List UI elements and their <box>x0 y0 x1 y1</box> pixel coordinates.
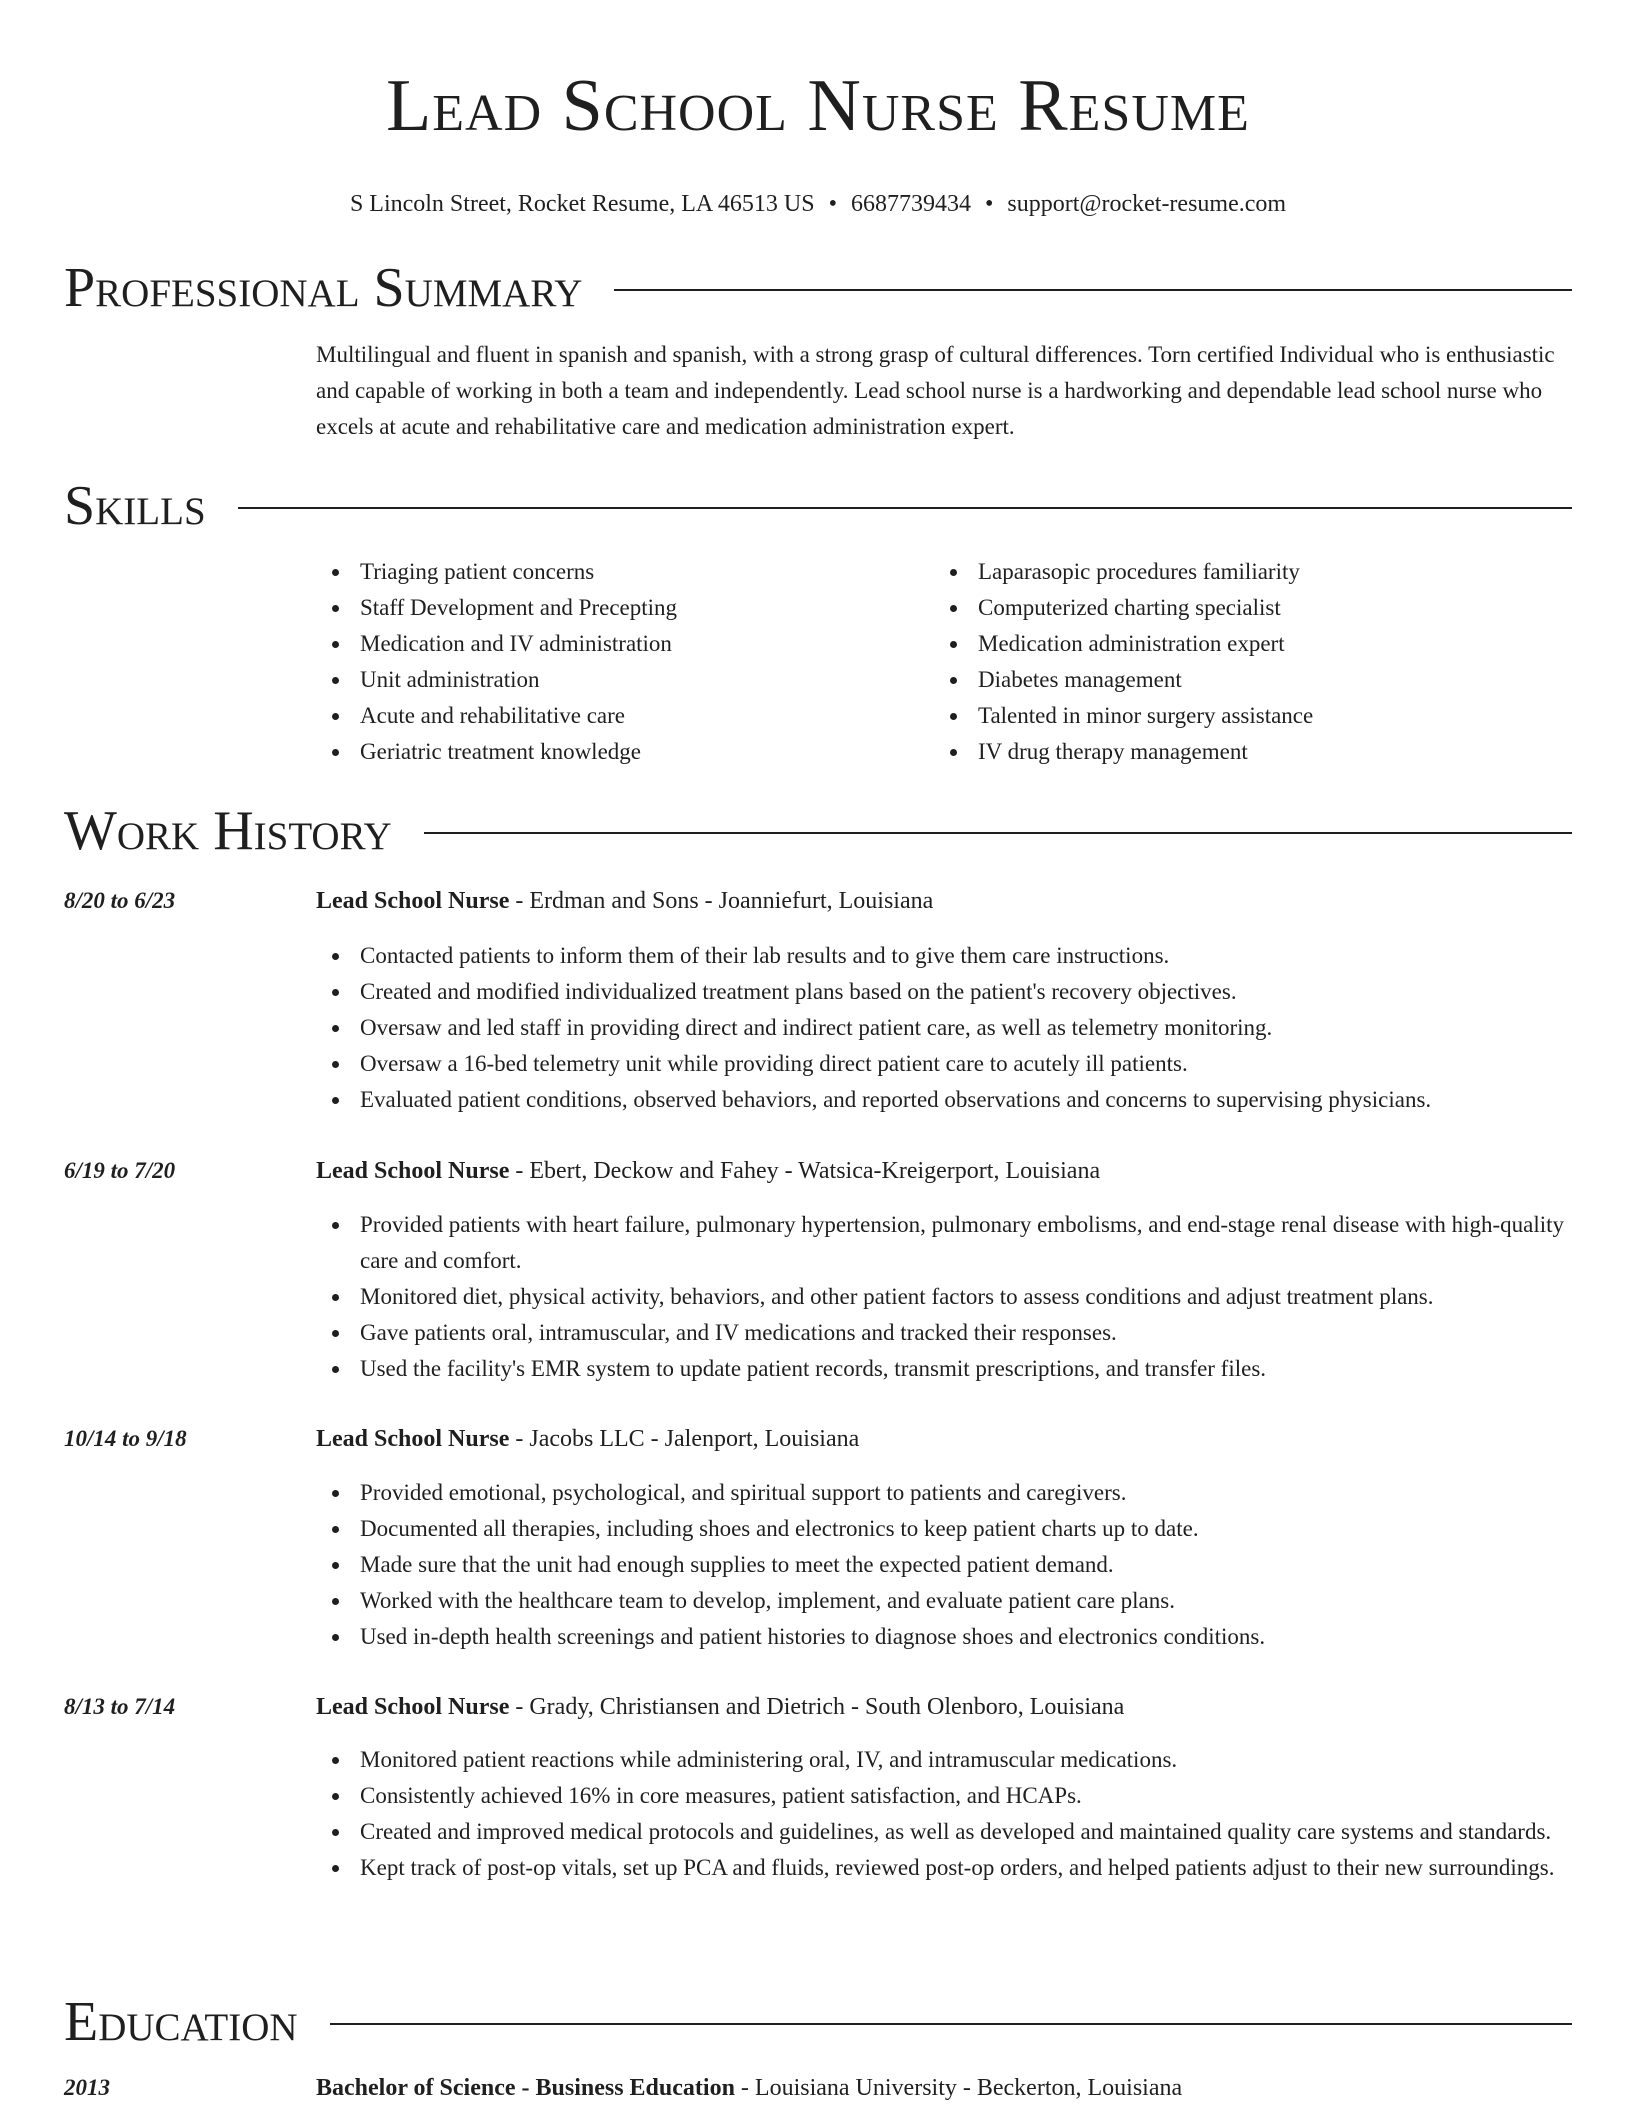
skills-column-right <box>934 554 1552 770</box>
job-dates: 6/19 to 7/20 <box>64 1158 176 1183</box>
section-divider <box>424 832 1572 834</box>
duty-item: Oversaw a 16-bed telemetry unit while providing direct patient care to acutely ill patients. <box>316 1046 1572 1082</box>
section-divider <box>614 289 1572 291</box>
education-heading <box>316 2070 1182 2106</box>
duty-item: Created and modified individualized treatment plans based on the patient's recovery objectives. <box>316 974 1572 1010</box>
education-degree: Bachelor of Science - Business Education <box>316 2075 735 2101</box>
section-title-summary: Professional Summary <box>64 257 583 319</box>
duty-item: Used the facility's EMR system to update patient records, transmit prescriptions, and transfer files. <box>316 1351 1572 1387</box>
job-employer: - Grady, Christiansen and Dietrich - South Olenboro, Louisiana <box>509 1694 1125 1720</box>
contact-email: support@rocket-resume.com <box>1007 191 1287 217</box>
job-heading <box>316 1421 859 1457</box>
duty-item: Used in-depth health screenings and patient histories to diagnose shoes and electronics conditions. <box>316 1619 1572 1655</box>
job-title: Lead School Nurse <box>316 1426 510 1452</box>
skills-list <box>316 554 1572 770</box>
job-duties <box>316 938 1572 1118</box>
duty-item: Provided emotional, psychological, and spiritual support to patients and caregivers. <box>316 1475 1572 1511</box>
section-divider <box>238 507 1572 509</box>
bullet-separator: • <box>828 191 837 217</box>
duty-item: Consistently achieved 16% in core measures, patient satisfaction, and HCAPs. <box>316 1778 1572 1814</box>
skill-item: Geriatric treatment knowledge <box>316 734 934 770</box>
job-dates: 8/13 to 7/14 <box>64 1694 176 1719</box>
skill-item: Computerized charting specialist <box>934 590 1552 626</box>
job-dates: 8/20 to 6/23 <box>64 888 176 913</box>
duty-item: Oversaw and led staff in providing direct and indirect patient care, as well as telemetry monitoring. <box>316 1010 1572 1046</box>
job-employer: - Jacobs LLC - Jalenport, Louisiana <box>509 1426 860 1452</box>
education-school: - Louisiana University - Beckerton, Louisiana <box>734 2075 1183 2101</box>
duty-item: Monitored patient reactions while administering oral, IV, and intramuscular medications. <box>316 1742 1572 1778</box>
contact-phone: 6687739434 <box>850 191 971 217</box>
section-header-skills <box>64 474 1572 538</box>
skills-column-left <box>316 554 934 770</box>
duty-item: Created and improved medical protocols and guidelines, as well as developed and maintained quality care systems and standards. <box>316 1814 1572 1850</box>
section-title-skills: Skills <box>64 475 206 537</box>
section-header-summary <box>64 256 1572 320</box>
skill-item: Medication and IV administration <box>316 626 934 662</box>
section-title-education: Education <box>64 1991 298 2053</box>
duty-item: Monitored diet, physical activity, behaviors, and other patient factors to assess conditions and adjust treatment plans. <box>316 1279 1572 1315</box>
duty-item: Documented all therapies, including shoes and electronics to keep patient charts up to date. <box>316 1511 1572 1547</box>
job-title: Lead School Nurse <box>316 1694 510 1720</box>
job-heading <box>316 1153 1100 1189</box>
section-divider <box>330 2023 1572 2025</box>
duty-item: Evaluated patient conditions, observed behaviors, and reported observations and concerns to supervising physicians. <box>316 1082 1572 1118</box>
job-duties <box>316 1475 1572 1655</box>
job-employer: - Ebert, Deckow and Fahey - Watsica-Kreigerport, Louisiana <box>509 1158 1101 1184</box>
duty-item: Gave patients oral, intramuscular, and IV medications and tracked their responses. <box>316 1315 1572 1351</box>
job-employer: - Erdman and Sons - Joanniefurt, Louisiana <box>509 888 934 914</box>
summary-paragraph: Multilingual and fluent in spanish and spanish, with a strong grasp of cultural differences. Torn certified Individual who is enthusiastic and capable of working in both a team and independently. Lead school nurse is a hardworking and dependable lead school nurse who excels at acute and rehabilitative care and medication administration expert. <box>316 342 1555 439</box>
contact-address: S Lincoln Street, Rocket Resume, LA 46513 US <box>349 191 815 217</box>
job-dates: 10/14 to 9/18 <box>64 1426 187 1451</box>
job-duties <box>316 1207 1572 1387</box>
bullet-separator: • <box>984 191 994 217</box>
resume-page <box>64 0 1572 2101</box>
skill-item: Triaging patient concerns <box>316 554 934 590</box>
page-title: Lead School Nurse Resume <box>386 65 1250 147</box>
skill-item: Medication administration expert <box>934 626 1552 662</box>
section-header-education <box>64 1990 1572 2054</box>
education-year: 2013 <box>64 2075 110 2100</box>
skill-item: Unit administration <box>316 662 934 698</box>
job-title: Lead School Nurse <box>316 1158 510 1184</box>
duty-item: Worked with the healthcare team to develop, implement, and evaluate patient care plans. <box>316 1583 1572 1619</box>
contact-line <box>64 188 1572 220</box>
job-heading <box>316 1689 1124 1725</box>
duty-item: Contacted patients to inform them of their lab results and to give them care instructions. <box>316 938 1572 974</box>
job-duties <box>316 1742 1572 1886</box>
section-header-work-history <box>64 799 1572 863</box>
duty-item: Provided patients with heart failure, pulmonary hypertension, pulmonary embolisms, and end-stage renal disease with high-quality care and comfort. <box>316 1207 1572 1279</box>
duty-item: Kept track of post-op vitals, set up PCA and fluids, reviewed post-op orders, and helped patients adjust to their new surroundings. <box>316 1850 1572 1886</box>
skill-item: Laparasopic procedures familiarity <box>934 554 1552 590</box>
duty-item: Made sure that the unit had enough supplies to meet the expected patient demand. <box>316 1547 1572 1583</box>
job-title: Lead School Nurse <box>316 888 510 914</box>
job-heading <box>316 883 933 919</box>
skill-item: Staff Development and Precepting <box>316 590 934 626</box>
skill-item: Diabetes management <box>934 662 1552 698</box>
skill-item: IV drug therapy management <box>934 734 1552 770</box>
skill-item: Talented in minor surgery assistance <box>934 698 1552 734</box>
skill-item: Acute and rehabilitative care <box>316 698 934 734</box>
section-title-work-history: Work History <box>64 800 392 862</box>
